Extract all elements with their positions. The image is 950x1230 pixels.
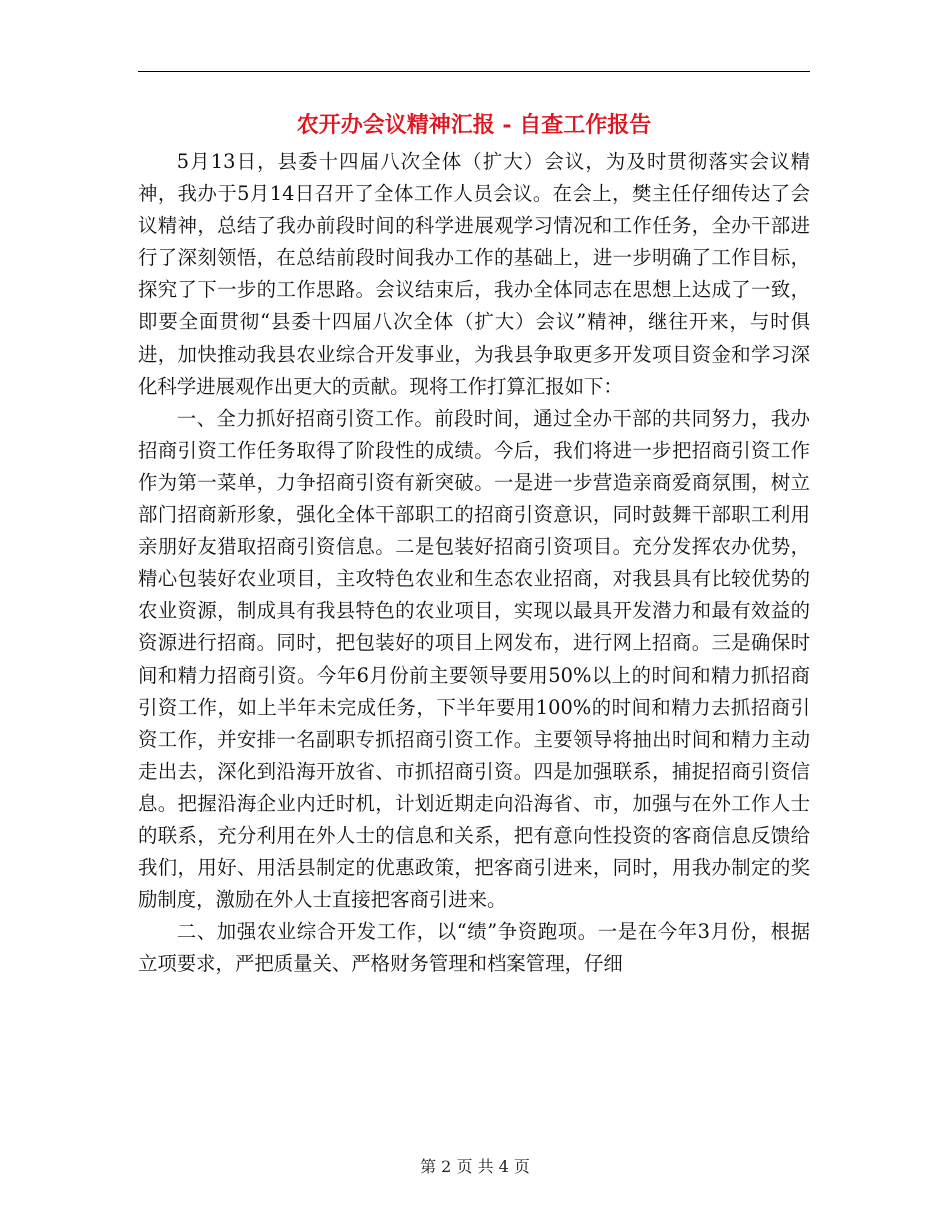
document-title: 农开办会议精神汇报 - 自查工作报告 bbox=[296, 112, 652, 138]
document-body bbox=[138, 146, 810, 980]
header-rule bbox=[138, 71, 810, 72]
page-number-footer: 第 2 页 共 4 页 bbox=[420, 1157, 530, 1176]
paragraph-intro: 5月13日，县委十四届八次全体（扩大）会议，为及时贯彻落实会议精神，我办于5月14日召开了全体工作人员会议。在会上，樊主任仔细传达了会议精神，总结了我办前段时间的科学进展观学习情况和工作任务，全办干部进行了深刻领悟，在总结前段时间我办工作的基础上，进一步明确了工作目标，探究了下一步的工作思路。会议结束后，我办全体同志在思想上达成了一致，即要全面贯彻“县委十四届八次全体（扩大）会议”精神，继往开来，与时俱进，加快推动我县农业综合开发事业，为我县争取更多开发项目资金和学习深化科学进展观作出更大的贡献。现将工作打算汇报如下： bbox=[138, 150, 810, 398]
paragraph-investment: 一、全力抓好招商引资工作。前段时间，通过全办干部的共同努力，我办招商引资工作任务取得了阶段性的成绩。今后，我们将进一步把招商引资工作作为第一菜单，力争招商引资有新突破。一是进一步营造亲商爱商氛围，树立部门招商新形象，强化全体干部职工的招商引资意识，同时鼓舞干部职工利用亲朋好友猎取招商引资信息。二是包装好招商引资项目。充分发挥农办优势，精心包装好农业项目，主攻特色农业和生态农业招商，对我县具有比较优势的农业资源，制成具有我县特色的农业项目，实现以最具开发潜力和最有效益的资源进行招商。同时，把包装好的项目上网发布，进行网上招商。三是确保时间和精力招商引资。今年6月份前主要领导要用50%以上的时间和精力抓招商引资工作，如上半年未完成任务，下半年要用100%的时间和精力去抓招商引资工作，并安排一名副职专抓招商引资工作。主要领导将抽出时间和精力主动走出去，深化到沿海开放省、市抓招商引资。四是加强联系，捕捉招商引资信息。把握沿海企业内迁时机，计划近期走向沿海省、市，加强与在外工作人士的联系，充分利用在外人士的信息和关系，把有意向性投资的客商信息反馈给我们，用好、用活县制定的优惠政策，把客商引进来，同时，用我办制定的奖励制度，激励在外人士直接把客商引进来。 bbox=[138, 406, 810, 912]
paragraph-development: 二、加强农业综合开发工作，以“绩”争资跑项。一是在今年3月份，根据立项要求，严把质量关、严格财务管理和档案管理，仔细 bbox=[138, 920, 810, 976]
